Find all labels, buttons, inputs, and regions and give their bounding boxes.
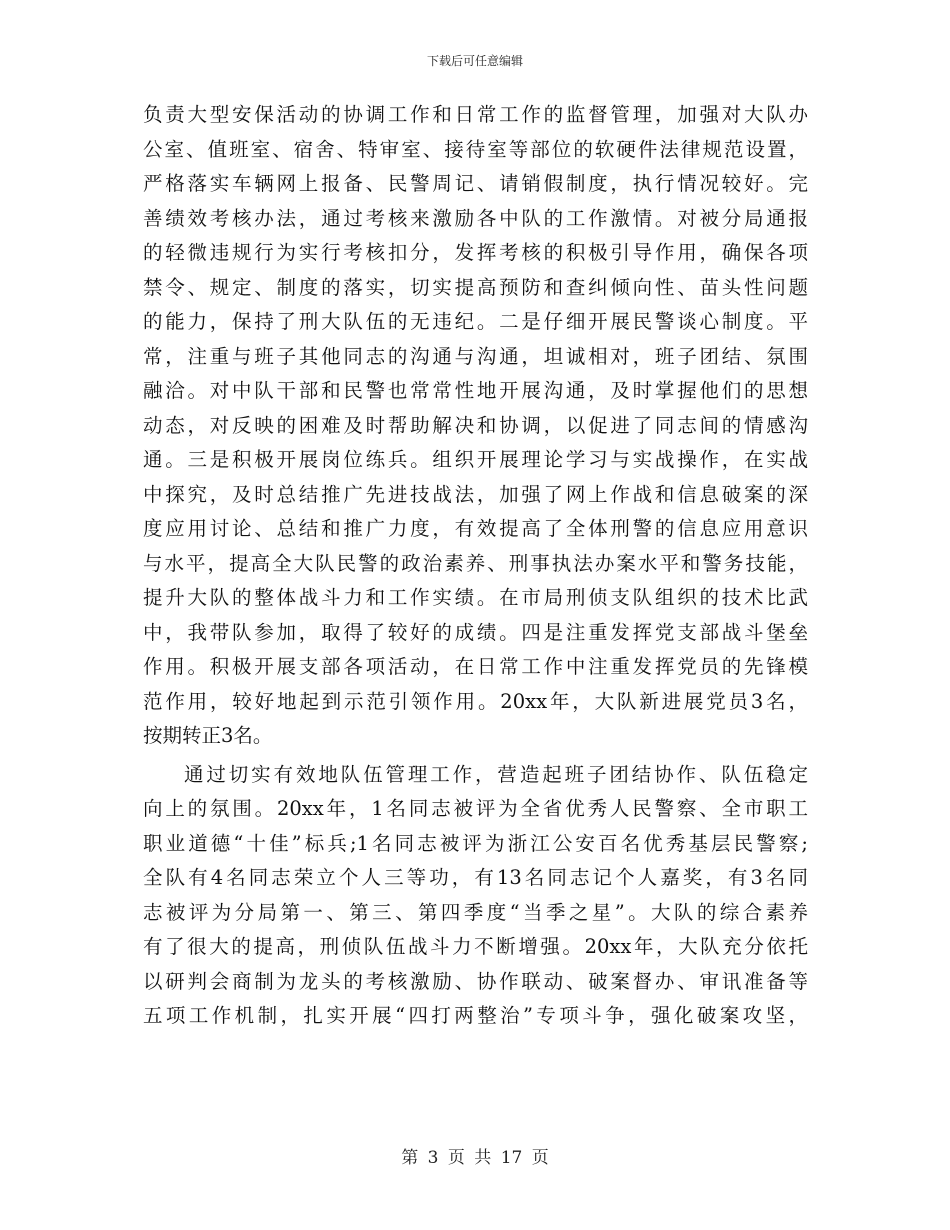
- text-line: 常，注重与班子其他同志的沟通与沟通，坦诚相对，班子团结、氛围: [143, 344, 808, 368]
- text-line: 范作用，较好地起到示范引领作用。20xx年，大队新进展党员3名，: [143, 689, 808, 713]
- page-number-footer: 第 3 页 共 17 页: [401, 1148, 549, 1168]
- text-line: 与水平，提高全大队民警的政治素养、刑事执法办案水平和警务技能，: [143, 551, 808, 575]
- text-line: 提升大队的整体战斗力和工作实绩。在市局刑侦支队组织的技术比武: [143, 586, 808, 609]
- text-line: 职业道德“十佳”标兵;1名同志被评为浙江公安百名优秀基层民警察;: [143, 831, 808, 855]
- text-line: 融洽。对中队干部和民警也常常性地开展沟通，及时掌握他们的思想: [143, 379, 808, 402]
- text-line: 动态，对反映的困难及时帮助解决和协调，以促进了同志间的情感沟: [143, 413, 808, 437]
- text-line: 中，我带队参加，取得了较好的成绩。四是注重发挥党支部战斗堡垒: [143, 620, 808, 644]
- text-line: 通。三是积极开展岗位练兵。组织开展理论学习与实战操作，在实战: [143, 448, 808, 471]
- text-line: 向上的氛围。20xx年，1名同志被评为全省优秀人民警察、全市职工: [143, 797, 808, 820]
- text-line: 全队有4名同志荣立个人三等功，有13名同志记个人嘉奖，有3名同: [143, 866, 808, 889]
- paragraph-1: [143, 98, 808, 754]
- text-line: 中探究，及时总结推广先进技战法，加强了网上作战和信息破案的深: [143, 482, 808, 506]
- text-line: 禁令、规定、制度的落实，切实提高预防和查纠倾向性、苗头性问题: [143, 275, 808, 299]
- document-body: [143, 98, 808, 1034]
- text-line: 五项工作机制，扎实开展“四打两整治”专项斗争，强化破案攻坚，: [143, 1004, 808, 1027]
- text-line: 负责大型安保活动的协调工作和日常工作的监督管理，加强对大队办: [143, 103, 808, 126]
- text-line: 有了很大的提高，刑侦队伍战斗力不断增强。20xx年，大队充分依托: [143, 935, 808, 958]
- text-line: 志被评为分局第一、第三、第四季度“当季之星”。大队的综合素养: [143, 900, 808, 924]
- text-line: 的能力，保持了刑大队伍的无违纪。二是仔细开展民警谈心制度。平: [143, 310, 808, 333]
- text-line: 度应用讨论、总结和推广力度，有效提高了全体刑警的信息应用意识: [143, 517, 808, 540]
- text-line: 的轻微违规行为实行考核扣分，发挥考核的积极引导作用，确保各项: [143, 241, 808, 264]
- page-header: 下载后可任意编辑: [426, 54, 523, 68]
- text-line: 按期转正3名。: [143, 724, 273, 747]
- text-line: 通过切实有效地队伍管理工作，营造起班子团结协作、队伍稳定: [184, 762, 808, 786]
- paragraph-2: [143, 758, 808, 1034]
- text-line: 作用。积极开展支部各项活动，在日常工作中注重发挥党员的先锋模: [143, 655, 808, 678]
- text-line: 善绩效考核办法，通过考核来激励各中队的工作激情。对被分局通报: [143, 206, 808, 230]
- text-line: 公室、值班室、宿舍、特审室、接待室等部位的软硬件法律规范设置，: [143, 137, 808, 161]
- text-line: 以研判会商制为龙头的考核激励、协作联动、破案督办、审讯准备等: [143, 969, 808, 993]
- text-line: 严格落实车辆网上报备、民警周记、请销假制度，执行情况较好。完: [143, 172, 808, 195]
